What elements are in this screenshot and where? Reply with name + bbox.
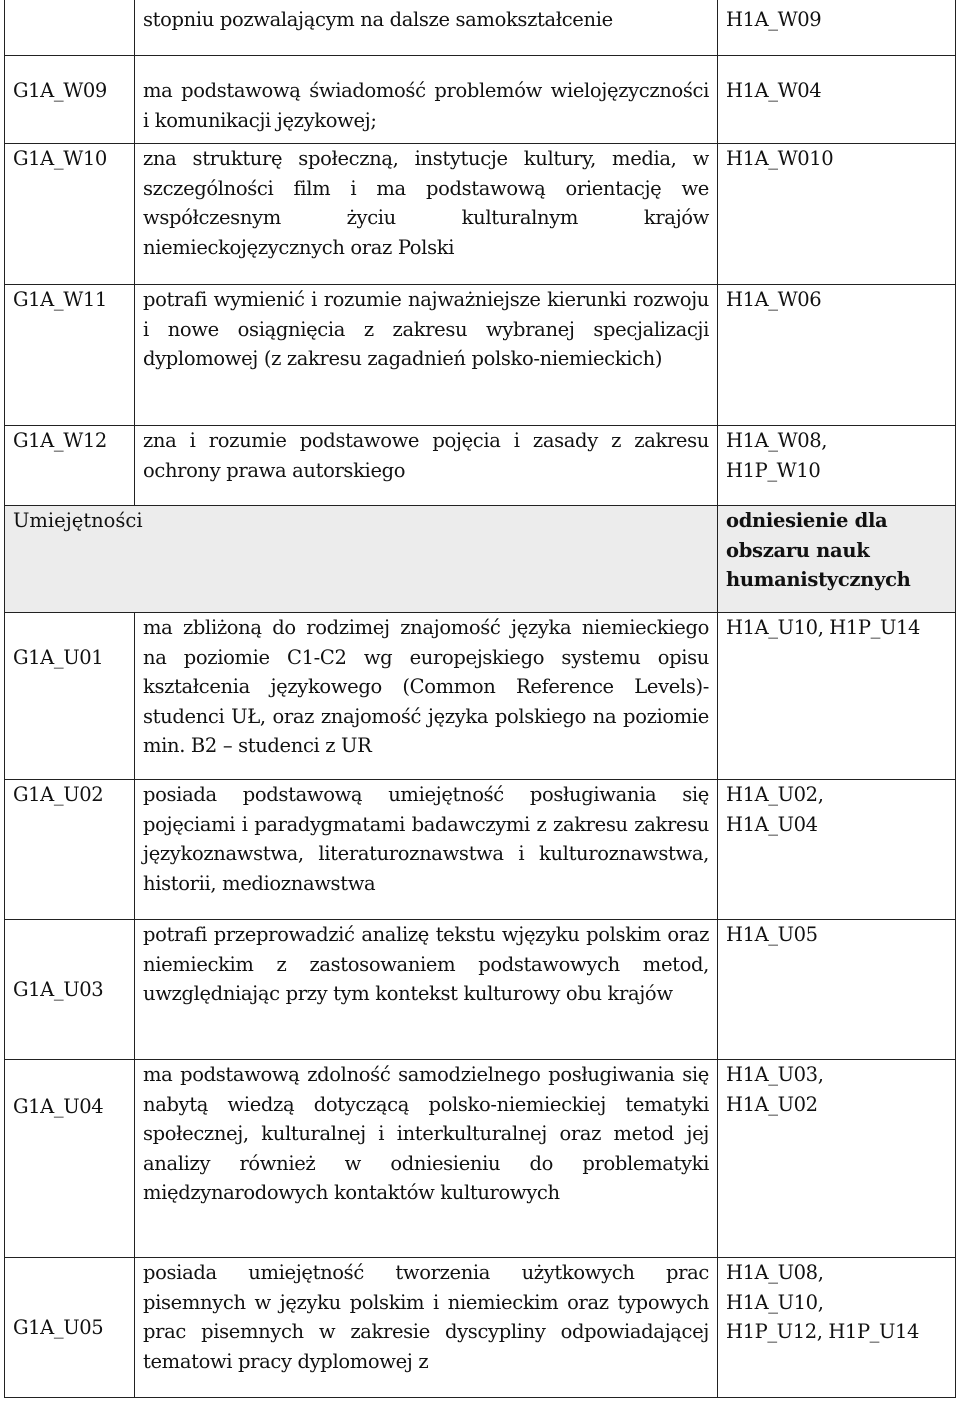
outcome-code: G1A_W10 [5, 144, 135, 285]
table-row [5, 780, 956, 920]
outcome-description: posiada podstawową umiejętność posługiwania się pojęciami i paradygmatami badawczymi z zakresu zakresu językoznawstwa, literaturoznawstwa i kulturoznawstwa, historii, medioznawstwa [135, 780, 718, 920]
outcome-reference: H1A_U02, H1A_U04 [718, 780, 956, 920]
table-row [5, 426, 956, 506]
outcome-code: G1A_U02 [5, 780, 135, 920]
outcome-description: zna i rozumie podstawowe pojęcia i zasady z zakresu ochrony prawa autorskiego [135, 426, 718, 506]
outcome-reference: H1A_U10, H1P_U14 [718, 613, 956, 780]
table-row [5, 285, 956, 426]
outcome-reference: H1A_W08, H1P_W10 [718, 426, 956, 506]
outcome-description: posiada umiejętność tworzenia użytkowych prac pisemnych w języku polskim i niemieckim oraz typowych prac pisemnych w zakresie dyscypliny odpowiadającej tematowi pracy dyplomowej z [135, 1258, 718, 1398]
outcome-description: zna strukturę społeczną, instytucje kultury, media, w szczególności film i ma podstawową orientację we współczesnym życiu kulturalnym krajów niemieckojęzycznych oraz Polski [135, 144, 718, 285]
table-row [5, 1258, 956, 1398]
outcome-description: potrafi wymienić i rozumie najważniejsze kierunki rozwoju i nowe osiągnięcia z zakresu wybranej specjalizacji dyplomowej (z zakresu zagadnień polsko-niemieckich) [135, 285, 718, 426]
outcome-description: stopniu pozwalającym na dalsze samokształcenie [135, 0, 718, 56]
table-row [5, 0, 956, 56]
outcome-reference: H1A_U03, H1A_U02 [718, 1060, 956, 1258]
outcome-code: G1A_U03 [5, 920, 135, 1060]
outcome-code: G1A_U05 [5, 1258, 135, 1398]
section-title-skills: Umiejętności [5, 506, 718, 613]
table-row [5, 1060, 956, 1258]
outcome-code: G1A_W12 [5, 426, 135, 506]
outcome-reference: H1A_W04 [718, 56, 956, 144]
outcome-description: ma podstawową świadomość problemów wielojęzyczności i komunikacji językowej; [135, 56, 718, 144]
section-header-row [5, 506, 956, 613]
outcome-code: G1A_U01 [5, 613, 135, 780]
outcome-description: ma zbliżoną do rodzimej znajomość języka niemieckiego na poziomie C1-C2 wg europejskiego systemu opisu kształcenia językowego (Common Reference Levels)- studenci UŁ, oraz znajomość języka polskiego na poziomie min. B2 – studenci z UR [135, 613, 718, 780]
learning-outcomes-table [4, 0, 956, 1398]
outcome-reference: H1A_W06 [718, 285, 956, 426]
outcome-code [5, 0, 135, 56]
outcome-code: G1A_W09 [5, 56, 135, 144]
table-row [5, 613, 956, 780]
outcome-reference: H1A_U08, H1A_U10, H1P_U12, H1P_U14 [718, 1258, 956, 1398]
table-row [5, 920, 956, 1060]
outcome-code: G1A_U04 [5, 1060, 135, 1258]
reference-column-header: odniesienie dla obszaru nauk humanistycznych [718, 506, 956, 613]
table-row [5, 56, 956, 144]
outcome-code: G1A_W11 [5, 285, 135, 426]
outcome-reference: H1A_U05 [718, 920, 956, 1060]
outcome-description: ma podstawową zdolność samodzielnego posługiwania się nabytą wiedzą dotyczącą polsko-niemieckiej tematyki społecznej, kulturalnej i interkulturalnej oraz metod jej analizy również w odniesieniu do problematyki międzynarodowych kontaktów kulturowych [135, 1060, 718, 1258]
outcome-description: potrafi przeprowadzić analizę tekstu wjęzyku polskim oraz niemieckim z zastosowaniem podstawowych metod, uwzględniając przy tym kontekst kulturowy obu krajów [135, 920, 718, 1060]
outcome-reference: H1A_W09 [718, 0, 956, 56]
outcome-reference: H1A_W010 [718, 144, 956, 285]
table-row [5, 144, 956, 285]
